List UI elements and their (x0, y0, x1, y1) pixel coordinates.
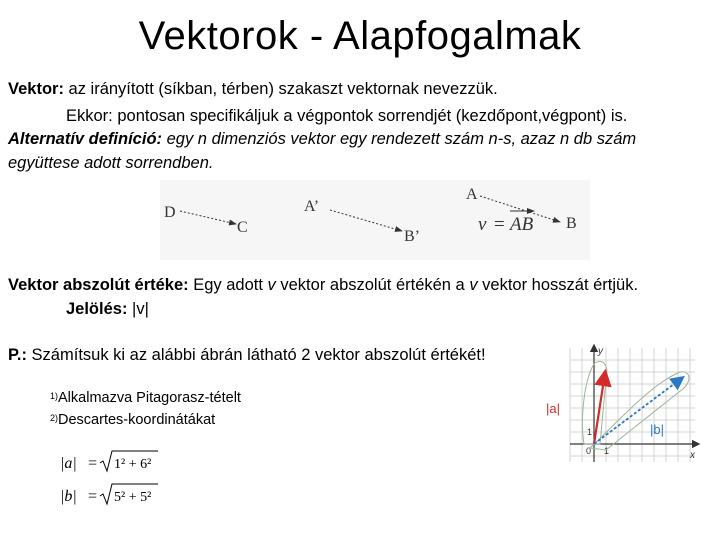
label-equals: = (494, 214, 505, 235)
notation-value: |v| (127, 300, 149, 318)
vectors-figure-svg (160, 180, 590, 260)
definition-vector (8, 78, 498, 100)
formula-b-radicand: 5² + 5² (114, 490, 152, 505)
vector-graph (540, 340, 710, 470)
method-number: 2) (50, 413, 59, 423)
origin-label: 0 (586, 446, 592, 456)
vector-b (594, 378, 682, 444)
page-title: Vektorok - Alapfogalmak (138, 14, 582, 58)
method-list (50, 386, 241, 430)
absolute-value-text-1: Egy adott (188, 276, 268, 294)
method-item (50, 386, 241, 408)
absolute-value-definition (8, 274, 638, 296)
label-C: C (237, 219, 248, 236)
alternative-definition-line2: együttese adott sorrendben. (8, 154, 214, 172)
method-item (50, 408, 241, 430)
method-number: 1) (50, 391, 59, 401)
definition-vector-text: az irányított (síkban, térben) szakaszt vektornak nevezzük. (63, 80, 498, 98)
alternative-definition-text: egy n dimenziós vektor egy rendezett szám n-s, azaz n db szám (162, 130, 637, 148)
term-vector: Vektor: (8, 80, 64, 98)
graph-grid (570, 348, 695, 462)
term-example: P.: (8, 346, 27, 364)
vector-AB-prime (330, 210, 402, 231)
absolute-value-text-3: vektor hosszát értjük. (477, 276, 639, 294)
y-tick-1: 1 (587, 427, 593, 437)
label-A-prime: A’ (304, 198, 320, 215)
method-text: Alkalmazva Pitagorasz-tételt (58, 390, 241, 406)
term-alternative: Alternatív definíció: (8, 130, 163, 148)
y-axis-label: y (598, 346, 603, 357)
formula-b-lhs: |b| (60, 488, 77, 505)
formulas (58, 447, 168, 513)
formula-a-radicand: 1² + 6² (114, 457, 152, 472)
vector-symbol-v: v (267, 276, 276, 294)
method-text: Descartes-koordinátákat (58, 412, 216, 428)
vector-symbol-v2: v (469, 276, 478, 294)
exercise (8, 344, 486, 366)
label-D: D (164, 204, 176, 221)
absolute-value-text-2: vektor abszolút értékén a (275, 276, 470, 294)
vector-DC (180, 211, 236, 224)
alternative-definition (8, 128, 636, 150)
exercise-text: Számítsuk ki az alábbi ábrán látható 2 vektor abszolút értékét! (26, 346, 486, 364)
x-axis-label: x (690, 450, 695, 461)
formula-b-eq: = (88, 488, 98, 505)
label-A: A (466, 186, 478, 203)
label-B-prime: B’ (404, 228, 420, 245)
term-notation: Jelölés: (66, 300, 128, 318)
x-tick-1: 1 (604, 446, 610, 456)
definition-vector-line2: Ekkor: pontosan specifikáljuk a végpontok sorrendjét (kezdőpont,végpont) is. (66, 107, 628, 125)
notation-line (66, 298, 149, 320)
formula-a-eq: = (88, 455, 98, 472)
label-v: v (478, 214, 487, 235)
label-abs-b: |b| (650, 422, 664, 437)
label-abs-a: |a| (546, 401, 560, 416)
label-B: B (566, 215, 577, 232)
vectors-figure (160, 180, 590, 260)
term-absolute-value: Vektor abszolút értéke: (8, 276, 189, 294)
label-AB: AB (510, 214, 534, 235)
formula-a-lhs: |a| (60, 455, 77, 472)
